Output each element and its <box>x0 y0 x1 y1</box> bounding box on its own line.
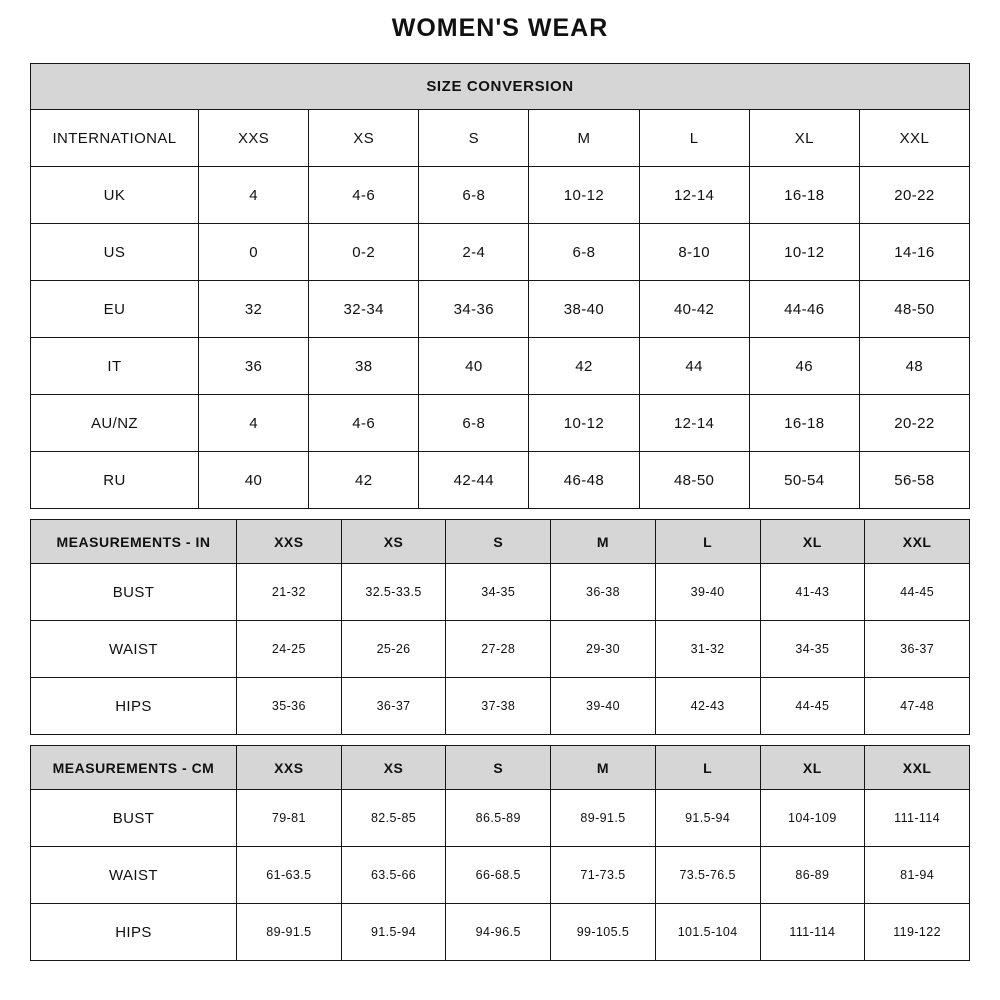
size-value-cell: 6-8 <box>419 395 529 452</box>
measurement-row-label: WAIST <box>31 621 237 678</box>
size-value-cell: M <box>529 110 639 167</box>
size-value-cell: 38 <box>309 338 419 395</box>
measurement-value-cell: 99-105.5 <box>551 904 656 961</box>
size-conversion-row <box>31 224 970 281</box>
size-value-cell: 16-18 <box>749 167 859 224</box>
measurement-value-cell: 36-37 <box>865 621 970 678</box>
region-label: US <box>31 224 199 281</box>
size-value-cell: 42-44 <box>419 452 529 509</box>
region-label: AU/NZ <box>31 395 199 452</box>
size-value-cell: 36 <box>199 338 309 395</box>
measurement-value-cell: 21-32 <box>237 564 342 621</box>
size-value-cell: 32-34 <box>309 281 419 338</box>
measurement-row-label: BUST <box>31 790 237 847</box>
size-value-cell: 38-40 <box>529 281 639 338</box>
measurement-value-cell: 71-73.5 <box>551 847 656 904</box>
measurement-value-cell: 101.5-104 <box>655 904 760 961</box>
measurement-row-label: HIPS <box>31 678 237 735</box>
region-label: RU <box>31 452 199 509</box>
measurement-value-cell: 44-45 <box>760 678 865 735</box>
measurement-value-cell: 86.5-89 <box>446 790 551 847</box>
size-value-cell: 34-36 <box>419 281 529 338</box>
size-value-cell: 20-22 <box>859 167 969 224</box>
size-header-cell: M <box>551 520 656 564</box>
size-value-cell: L <box>639 110 749 167</box>
size-header-cell: XXL <box>865 746 970 790</box>
size-value-cell: XXS <box>199 110 309 167</box>
measurement-value-cell: 36-37 <box>341 678 446 735</box>
size-header-cell: XXS <box>237 520 342 564</box>
measurement-value-cell: 89-91.5 <box>551 790 656 847</box>
size-value-cell: XS <box>309 110 419 167</box>
size-header-cell: S <box>446 746 551 790</box>
size-value-cell: 48 <box>859 338 969 395</box>
measurement-value-cell: 61-63.5 <box>237 847 342 904</box>
measurement-value-cell: 119-122 <box>865 904 970 961</box>
size-value-cell: 4-6 <box>309 395 419 452</box>
measurement-value-cell: 86-89 <box>760 847 865 904</box>
size-value-cell: 10-12 <box>529 395 639 452</box>
measurement-value-cell: 66-68.5 <box>446 847 551 904</box>
measurement-row-label: BUST <box>31 564 237 621</box>
measurement-value-cell: 24-25 <box>237 621 342 678</box>
size-value-cell: 46 <box>749 338 859 395</box>
measurements_in-title: MEASUREMENTS - IN <box>31 520 237 564</box>
measurement-value-cell: 44-45 <box>865 564 970 621</box>
size-value-cell: 6-8 <box>529 224 639 281</box>
size-header-cell: XL <box>760 746 865 790</box>
size-conversion-row <box>31 167 970 224</box>
size-value-cell: 10-12 <box>749 224 859 281</box>
size-header-cell: XXS <box>237 746 342 790</box>
size-header-cell: XXL <box>865 520 970 564</box>
size-value-cell: 4 <box>199 395 309 452</box>
size-value-cell: 48-50 <box>639 452 749 509</box>
size-value-cell: 12-14 <box>639 167 749 224</box>
size-header-cell: XS <box>341 520 446 564</box>
measurement-row-label: HIPS <box>31 904 237 961</box>
size-conversion-row <box>31 395 970 452</box>
measurement-value-cell: 91.5-94 <box>341 904 446 961</box>
size-value-cell: 32 <box>199 281 309 338</box>
size-conversion-row <box>31 281 970 338</box>
size-conversion-banner-row <box>31 64 970 110</box>
measurement-value-cell: 25-26 <box>341 621 446 678</box>
size-value-cell: 46-48 <box>529 452 639 509</box>
size-value-cell: 10-12 <box>529 167 639 224</box>
measurement-value-cell: 39-40 <box>655 564 760 621</box>
measurement-value-cell: 31-32 <box>655 621 760 678</box>
size-value-cell: 48-50 <box>859 281 969 338</box>
measurement-value-cell: 111-114 <box>865 790 970 847</box>
measurement-value-cell: 34-35 <box>446 564 551 621</box>
measurement-value-cell: 94-96.5 <box>446 904 551 961</box>
measurement-value-cell: 91.5-94 <box>655 790 760 847</box>
measurement-value-cell: 29-30 <box>551 621 656 678</box>
measurement-row-label: WAIST <box>31 847 237 904</box>
size-value-cell: 42 <box>529 338 639 395</box>
region-label: IT <box>31 338 199 395</box>
size-value-cell: 16-18 <box>749 395 859 452</box>
size-conversion-row <box>31 110 970 167</box>
measurement-value-cell: 42-43 <box>655 678 760 735</box>
page-title: WOMEN'S WEAR <box>391 14 609 42</box>
size-value-cell: S <box>419 110 529 167</box>
measurement-value-cell: 47-48 <box>865 678 970 735</box>
size-value-cell: 56-58 <box>859 452 969 509</box>
size-header-cell: L <box>655 746 760 790</box>
measurement-value-cell: 79-81 <box>237 790 342 847</box>
measurement-value-cell: 39-40 <box>551 678 656 735</box>
measurement-value-cell: 73.5-76.5 <box>655 847 760 904</box>
size-value-cell: 6-8 <box>419 167 529 224</box>
size-value-cell: 0 <box>199 224 309 281</box>
measurement-value-cell: 82.5-85 <box>341 790 446 847</box>
size-conversion-banner: SIZE CONVERSION <box>31 64 970 110</box>
size-value-cell: 40-42 <box>639 281 749 338</box>
size-conversion-row <box>31 338 970 395</box>
size-value-cell: 20-22 <box>859 395 969 452</box>
size-value-cell: 40 <box>419 338 529 395</box>
size-value-cell: XL <box>749 110 859 167</box>
size-value-cell: 0-2 <box>309 224 419 281</box>
measurement-value-cell: 81-94 <box>865 847 970 904</box>
measurements_in-row <box>31 564 970 621</box>
measurements_in-header-row <box>31 520 970 564</box>
measurement-value-cell: 35-36 <box>237 678 342 735</box>
size-value-cell: 2-4 <box>419 224 529 281</box>
measurements_cm-title: MEASUREMENTS - CM <box>31 746 237 790</box>
measurement-value-cell: 36-38 <box>551 564 656 621</box>
measurements_cm-row <box>31 904 970 961</box>
measurement-value-cell: 111-114 <box>760 904 865 961</box>
size-header-cell: XS <box>341 746 446 790</box>
measurements_in-row <box>31 621 970 678</box>
size-value-cell: 4-6 <box>309 167 419 224</box>
size-value-cell: XXL <box>859 110 969 167</box>
region-label: INTERNATIONAL <box>31 110 199 167</box>
measurement-value-cell: 32.5-33.5 <box>341 564 446 621</box>
measurements-cm-table <box>30 745 970 961</box>
size-value-cell: 14-16 <box>859 224 969 281</box>
measurement-value-cell: 89-91.5 <box>237 904 342 961</box>
measurements_cm-row <box>31 847 970 904</box>
size-value-cell: 44-46 <box>749 281 859 338</box>
measurement-value-cell: 27-28 <box>446 621 551 678</box>
size-value-cell: 40 <box>199 452 309 509</box>
region-label: EU <box>31 281 199 338</box>
size-value-cell: 42 <box>309 452 419 509</box>
size-value-cell: 44 <box>639 338 749 395</box>
measurement-value-cell: 37-38 <box>446 678 551 735</box>
size-value-cell: 4 <box>199 167 309 224</box>
size-conversion-row <box>31 452 970 509</box>
size-header-cell: L <box>655 520 760 564</box>
measurements-in-table <box>30 519 970 735</box>
measurement-value-cell: 104-109 <box>760 790 865 847</box>
size-header-cell: S <box>446 520 551 564</box>
measurements_cm-row <box>31 790 970 847</box>
size-value-cell: 12-14 <box>639 395 749 452</box>
measurement-value-cell: 63.5-66 <box>341 847 446 904</box>
size-value-cell: 8-10 <box>639 224 749 281</box>
measurement-value-cell: 41-43 <box>760 564 865 621</box>
size-value-cell: 50-54 <box>749 452 859 509</box>
size-header-cell: XL <box>760 520 865 564</box>
size-conversion-table <box>30 63 970 509</box>
region-label: UK <box>31 167 199 224</box>
measurement-value-cell: 34-35 <box>760 621 865 678</box>
measurements_in-row <box>31 678 970 735</box>
size-header-cell: M <box>551 746 656 790</box>
measurements_cm-header-row <box>31 746 970 790</box>
